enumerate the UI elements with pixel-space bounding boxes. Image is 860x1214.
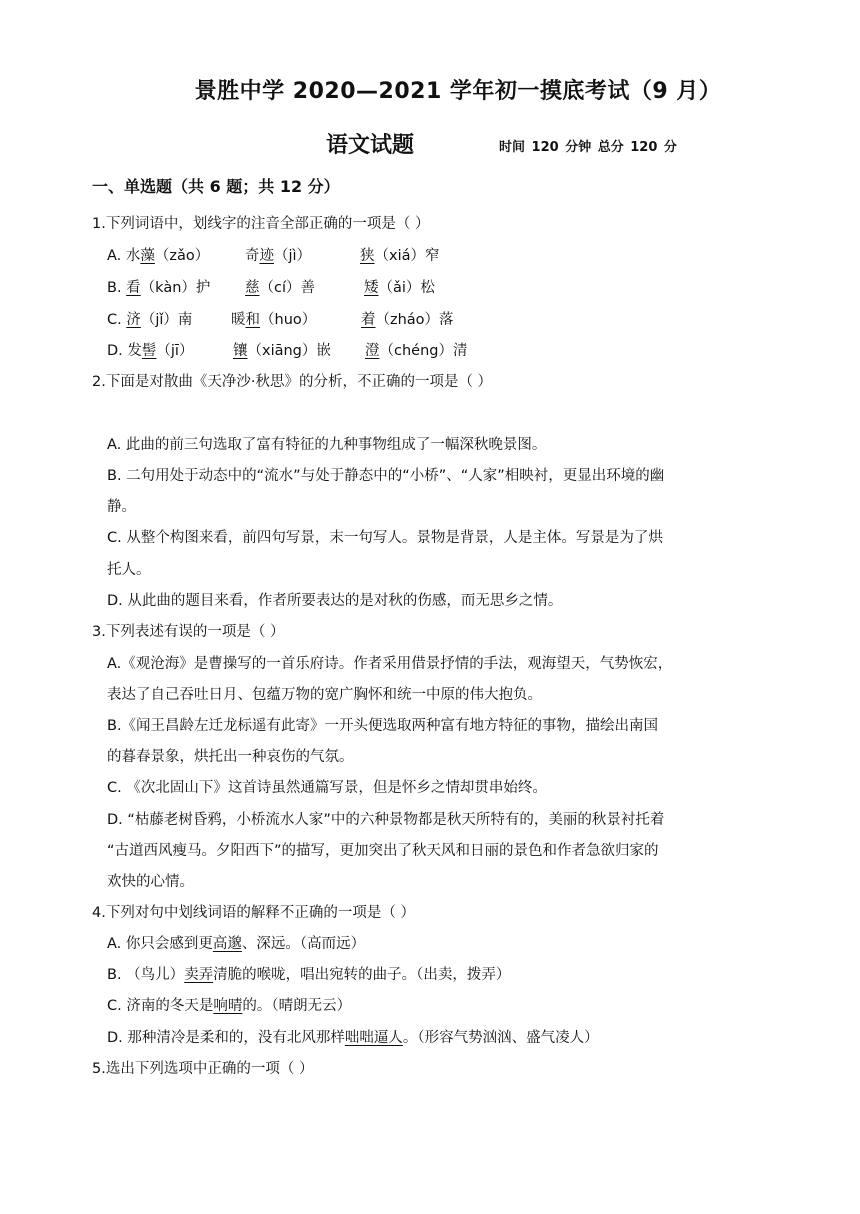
pinyin: （zǎo） bbox=[154, 248, 210, 264]
option-group bbox=[360, 246, 440, 266]
pinyin: （cí）善 bbox=[259, 280, 316, 296]
question-2-option-d: D. 从此曲的题目来看，作者所要表达的是对秋的伤感，而无思乡之情。 bbox=[107, 593, 563, 609]
pinyin: （chéng）清 bbox=[379, 343, 468, 359]
option-text: 暖 bbox=[231, 312, 246, 328]
underlined-word: 响晴 bbox=[213, 998, 243, 1014]
underlined-word: 着 bbox=[361, 312, 376, 328]
question-2-option-c-line2: 托人。 bbox=[107, 562, 151, 578]
underlined-word: 镶 bbox=[233, 343, 248, 359]
pinyin: （jī） bbox=[156, 343, 194, 359]
underlined-word: 迹 bbox=[259, 248, 274, 264]
pinyin: （xiá）窄 bbox=[374, 248, 440, 264]
question-1-option-d bbox=[107, 341, 468, 361]
underlined-word: 藻 bbox=[140, 248, 155, 264]
question-2-stem: 2.下面是对散曲《天净沙·秋思》的分析，不正确的一项是（ ） bbox=[92, 374, 493, 390]
option-text: B. （鸟儿） bbox=[107, 967, 185, 983]
question-3-option-d-line1: D. “枯藤老树昏鸦，小桥流水人家”中的六种景物都是秋天所特有的，美丽的秋景衬托着 bbox=[107, 812, 665, 828]
underlined-word: 矮 bbox=[364, 280, 379, 296]
option-text: A. 水 bbox=[107, 248, 141, 264]
pinyin: （xiāng）嵌 bbox=[247, 343, 331, 359]
question-4-option-b bbox=[107, 965, 510, 985]
question-3-option-d-line3: 欢快的心情。 bbox=[107, 874, 194, 890]
page-title: 景胜中学 2020—2021 学年初一摸底考试（9 月） bbox=[194, 79, 722, 104]
question-3-option-a-line2: 表达了自己吞吐日月、包蕴万物的宽广胸怀和统一中原的伟大抱负。 bbox=[107, 687, 542, 703]
option-group bbox=[364, 278, 435, 298]
question-1-stem: 1.下列词语中，划线字的注音全部正确的一项是（ ） bbox=[92, 216, 430, 232]
option-text: 、深远。（高而远） bbox=[241, 936, 366, 952]
question-1-option-a bbox=[107, 246, 440, 266]
pinyin: （ǎi）松 bbox=[378, 280, 435, 296]
exam-meta: 时间 120 分钟 总分 120 分 bbox=[499, 140, 677, 155]
question-3-stem: 3.下列表述有误的一项是（ ） bbox=[92, 624, 285, 640]
option-text: 。（形容气势汹汹、盛气凌人） bbox=[402, 1030, 599, 1046]
option-text: A. 你只会感到更 bbox=[107, 936, 213, 952]
option-group bbox=[361, 310, 454, 330]
underlined-word: 髻 bbox=[141, 343, 157, 359]
question-3-option-a-line1: A.《观沧海》是曹操写的一首乐府诗。作者采用借景抒情的手法，观海望天，气势恢宏， bbox=[107, 656, 673, 672]
subject-title: 语文试题 bbox=[326, 133, 415, 158]
option-text: 奇 bbox=[245, 248, 260, 264]
question-4-option-c bbox=[107, 996, 351, 1016]
question-1-option-c bbox=[107, 310, 454, 330]
option-group bbox=[365, 341, 467, 361]
option-text: C. 济南的冬天是 bbox=[107, 998, 214, 1014]
pinyin: （jǐ）南 bbox=[140, 312, 193, 328]
question-2-option-a: A. 此曲的前三句选取了富有特征的九种事物组成了一幅深秋晚景图。 bbox=[107, 437, 547, 453]
question-4-option-a bbox=[107, 934, 365, 954]
question-3-option-c: C. 《次北固山下》这首诗虽然通篇写景，但是怀乡之情却贯串始终。 bbox=[107, 780, 547, 796]
pinyin: （kàn）护 bbox=[140, 280, 211, 296]
underlined-word: 济 bbox=[126, 312, 141, 328]
pinyin: （zháo）落 bbox=[375, 312, 454, 328]
pinyin: （jì） bbox=[274, 248, 312, 264]
option-group bbox=[245, 246, 311, 266]
underlined-word: 狭 bbox=[360, 248, 375, 264]
question-2-option-b-line1: B. 二句用处于动态中的“流水”与处于静态中的“小桥”、“人家”相映衬，更显出环境的幽 bbox=[107, 468, 665, 484]
question-4-stem: 4.下列对句中划线词语的解释不正确的一项是（ ） bbox=[92, 905, 415, 921]
option-text: C. bbox=[107, 312, 127, 328]
option-text: B. bbox=[107, 280, 127, 296]
question-1-option-b bbox=[107, 278, 435, 298]
question-3-option-b-line1: B.《闻王昌龄左迁龙标遥有此寄》一开头便选取两种富有地方特征的事物，描绘出南国 bbox=[107, 718, 659, 734]
question-5-stem: 5.选出下列选项中正确的一项（ ） bbox=[92, 1061, 314, 1077]
option-group bbox=[245, 278, 315, 298]
underlined-word: 咄咄逼人 bbox=[344, 1030, 403, 1046]
section-heading: 一、单选题（共 6 题；共 12 分） bbox=[92, 177, 340, 196]
question-3-option-b-line2: 的暮春景象，烘托出一种哀伤的气氛。 bbox=[107, 749, 354, 765]
question-2-option-c-line1: C. 从整个构图来看，前四句写景，末一句写人。景物是背景，人是主体。写景是为了烘 bbox=[107, 530, 663, 546]
underlined-word: 看 bbox=[126, 280, 141, 296]
underlined-word: 和 bbox=[245, 312, 260, 328]
underlined-word: 高邈 bbox=[212, 936, 242, 952]
underlined-word: 卖弄 bbox=[184, 967, 214, 983]
option-group bbox=[233, 341, 331, 361]
underlined-word: 澄 bbox=[365, 343, 380, 359]
underlined-word: 慈 bbox=[245, 280, 260, 296]
question-4-option-d bbox=[107, 1028, 599, 1048]
option-text: D. 发 bbox=[107, 343, 142, 359]
question-2-option-b-line2: 静。 bbox=[107, 499, 136, 515]
option-text: D. 那种清冷是柔和的，没有北风那样 bbox=[107, 1030, 345, 1046]
question-3-option-d-line2: “古道西风瘦马。夕阳西下”的描写，更加突出了秋天风和日丽的景色和作者急欲归家的 bbox=[107, 843, 659, 859]
option-text: 的。（晴朗无云） bbox=[242, 998, 352, 1014]
option-text: 清脆的喉咙，唱出宛转的曲子。（出卖，拨弄） bbox=[213, 967, 511, 983]
pinyin: （huo） bbox=[260, 312, 317, 328]
option-group bbox=[231, 310, 316, 330]
